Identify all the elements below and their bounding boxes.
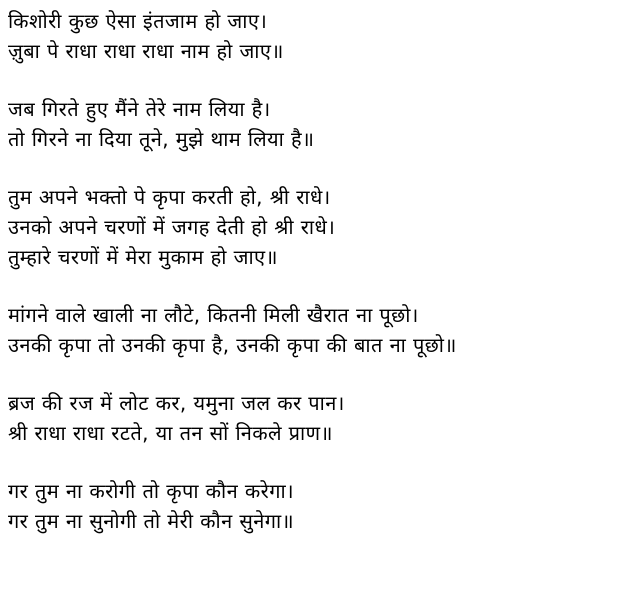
stanza-4	[8, 300, 636, 360]
lyric-line: मांगने वाले खाली ना लौटे, कितनी मिली खैरात ना पूछो।	[8, 303, 419, 327]
stanza-1	[8, 6, 636, 66]
stanza-6	[8, 476, 636, 536]
stanza-3	[8, 182, 636, 272]
lyric-line: गर तुम ना सुनोगी तो मेरी कौन सुनेगा॥	[8, 509, 295, 533]
lyric-line: श्री राधा राधा रटते, या तन सों निकले प्राण॥	[8, 421, 333, 445]
stanza-2	[8, 94, 636, 154]
lyric-line: ज़ुबा पे राधा राधा राधा नाम हो जाए॥	[8, 39, 284, 63]
lyric-line: जब गिरते हुए मैंने तेरे नाम लिया है।	[8, 97, 271, 121]
lyric-line: गर तुम ना करोगी तो कृपा कौन करेगा।	[8, 479, 295, 503]
lyric-line: तुम्हारे चरणों में मेरा मुकाम हो जाए॥	[8, 245, 278, 269]
stanza-5	[8, 388, 636, 448]
lyrics-document	[8, 6, 636, 564]
lyric-line: तुम अपने भक्तो पे कृपा करती हो, श्री राधे।	[8, 185, 331, 209]
lyric-line: तो गिरने ना दिया तूने, मुझे थाम लिया है॥	[8, 127, 315, 151]
lyric-line: किशोरी कुछ ऐसा इंतजाम हो जाए।	[8, 9, 268, 33]
lyric-line: उनको अपने चरणों में जगह देती हो श्री राधे।	[8, 215, 336, 239]
lyric-line: ब्रज की रज में लोट कर, यमुना जल कर पान।	[8, 391, 345, 415]
lyric-line: उनकी कृपा तो उनकी कृपा है, उनकी कृपा की बात ना पूछो॥	[8, 333, 457, 357]
